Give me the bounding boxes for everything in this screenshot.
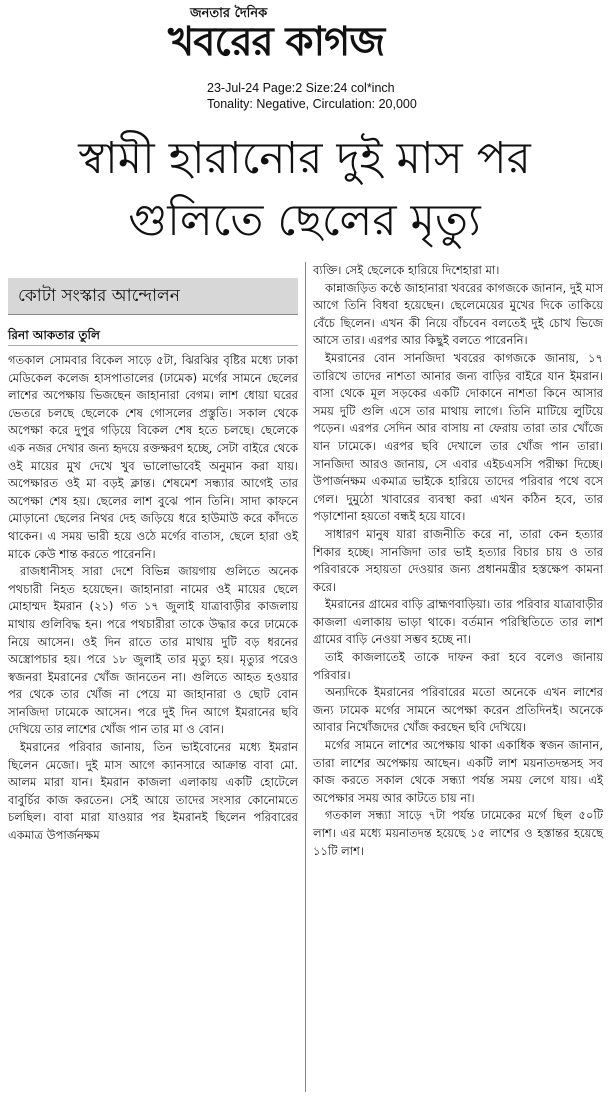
column-divider xyxy=(305,262,306,1092)
clip-meta-tonality: Tonality: Negative, Circulation: 20,000 xyxy=(207,97,417,111)
article-paragraph: ব্যক্তি। সেই ছেলেকে হারিয়ে দিশেহারা মা। xyxy=(313,263,500,277)
article-paragraph: রাজধানীসহ সারা দেশে বিভিন্ন জায়গায় গুলিতে অনেক পথচারী নিহত হয়েছেন। জাহানারা নামের ওই মায়ের ছেলে মোহাম্মদ ইমরান (২১) গত ১৭ জুলাই যাত্রাবাড়ীর কাজলায় মাথায় গুলিবিদ্ধ হন। পরে পথচারীরা তাকে উদ্ধার করে ঢামেকে নিয়ে আসেন। ওই দিন রাতে তার মাথায় দুটি বড় ধরনের অস্ত্রোপচার হয়। পরে ১৮ জুলাই তার মৃত্যু হয়। মৃত্যুর পরেও স্বজনরা ইমরানের খোঁজ জানতেন না। গুলিতে আহত হওয়ার পর থেকে তার খোঁজ না পেয়ে মা জাহানারা ও ছোট বোন সানজিদা ঢামেকে আসেন। পরে দুই দিন আগে ইমরানের ছবি দেখিয়ে তার লাশের খোঁজ পান তার মা ও বোন। xyxy=(8,564,298,737)
newspaper-logo: খবরের কাগজ xyxy=(168,19,385,65)
article-column-right xyxy=(313,262,603,860)
headline-line-1: স্বামী হারানোর দুই মাস পর xyxy=(78,133,531,184)
article-paragraph: মর্গের সামনে লাশের অপেক্ষায় থাকা একাধিক স্বজন জানান, তারা লাশের অপেক্ষায় আছেন। একটি লাশ ময়নাতদন্তসহ সব কাজ করতে সকাল থেকে সন্ধ্যা পর্যন্ত সময় লেগে যায়। এই অপেক্ষার সময় আর কাটতে চায় না। xyxy=(313,738,603,805)
clip-metadata xyxy=(207,80,417,112)
masthead-tagline: জনতার দৈনিক xyxy=(190,6,268,21)
article-paragraph: ইমরানের গ্রামের বাড়ি ব্রাহ্মণবাড়িয়া। তার পরিবার যাত্রাবাড়ীর কাজলা এলাকায় ভাড়া থাকে। বর্তমান পরিস্থিতিতে তার লাশ গ্রামের বাড়ি নেওয়া সম্ভব হচ্ছে না। xyxy=(313,597,603,647)
byline: রিনা আকতার তুলি xyxy=(8,325,298,346)
article-paragraph: সাধারণ মানুষ যারা রাজনীতি করে না, তারা কেন হত্যার শিকার হচ্ছে। সানজিদা তার ভাই হত্যার বিচার চায় ও তার পরিবারকে সহায়তা দেওয়ার জন্য প্রধানমন্ত্রীর হস্তক্ষেপ কামনা করে। xyxy=(313,526,603,594)
article-paragraph: গতকাল সন্ধ্যা সাড়ে ৭টা পর্যন্ত ঢামেকের মর্গে ছিল ৫০টি লাশ। এর মধ্যে ময়নাতদন্ত হয়েছে ১৫ লাশের ও হস্তান্তর হয়েছে ১১টি লাশ। xyxy=(313,808,603,858)
article-paragraph: গতকাল সোমবার বিকেল সাড়ে ৫টা, ঝিরঝির বৃষ্টির মধ্যে ঢাকা মেডিকেল কলেজ হাসপাতালের (ঢামেক) মর্গের সামনে ছেলের লাশের অপেক্ষায় ভিজছেন জাহানারা বেগম। লাশ ধোয়া ঘরের ভেতরে চলছে ছেলেকে শেষ গোসলের প্রস্তুতি। সকাল থেকে অপেক্ষা করে দুপুর গড়িয়ে বিকেল শেষ হতে চলছে। ছেলেকে এক নজর দেখার জন্য হৃদয়ে রক্তক্ষরণ হচ্ছে, সেটা বাইরে থেকে ওই মায়ের মুখ দেখে খুব ভালোভাবেই অনুমান করা যায়। অপেক্ষারত ওই মা বড়ই ক্লান্ত। শেষমেশ সন্ধ্যার আগেই তার অপেক্ষা শেষ হয়। ছেলের লাশ বুঝে পান তিনি। সাদা কাফনে মোড়ানো ছেলের নিথর দেহ জড়িয়ে ধরে হাউমাউ করে কাঁদতে থাকেন। এ সময় ভারী হয়ে ওঠে মর্গের বাতাস, ছেলে হারা ওই মাকে কেউ শান্ত করতে পারেননি। xyxy=(8,353,298,561)
headline xyxy=(0,128,609,252)
article-paragraph: কান্নাজড়িত কণ্ঠে জাহানারা খবরের কাগজকে জানান, দুই মাস আগে তিনি বিধবা হয়েছেন। ছেলেমেয়ের মুখের দিকে তাকিয়ে বেঁচে ছিলেন। এখন কী নিয়ে বাঁচবেন বলতেই দুই চোখ ভিজে আসে তার। এরপর আর কিছুই বলতে পারেননি। xyxy=(313,280,603,348)
headline-line-2: গুলিতে ছেলের মৃত্যু xyxy=(128,195,481,246)
kicker-label: কোটা সংস্কার আন্দোলন xyxy=(8,278,298,315)
article-paragraph: অন্যদিকে ইমরানের পরিবারের মতো অনেকে এখন লাশের জন্য ঢামেক মর্গের সামনে অপেক্ষা করেন প্রতিদিনই। অনেকে আবার নিখোঁজদের খোঁজ করছেন ছবি দেখিয়ে। xyxy=(313,685,603,735)
article-paragraph: ইমরানের বোন সানজিদা খবরের কাগজকে জানায়, ১৭ তারিখে তাদের নাশতা আনার জন্য বাড়ির বাইরে যান ইমরান। বাসা থেকে মূল সড়কের একটি দোকানে নাশতা কিনে আসার সময় দুটি গুলি এসে তার মাথায় লাগে। তিনি মাটিয়ে লুটিয়ে পড়েন। এরপর সেদিন আর বাসায় না ফেরায় তারা তার খোঁজে যান ঢামেকে। এরপর ছবি দেখালে তার খোঁজ পান তারা। সানজিদা আরও জানায়, সে এবার এইচএসসি পরীক্ষা দিচ্ছে। উপার্জনক্ষম একমাত্র ভাইকে হারিয়ে তাদের পরিবার পথে বসে গেল। দুমুঠো খাবারের ব্যবস্থা করা এখন কঠিন হবে, তার পড়াশোনা হয়তো বন্ধই হয়ে যাবে। xyxy=(313,350,603,524)
article-paragraph: তাই কাজলাতেই তাকে দাফন করা হবে বলেও জানায় পরিবার। xyxy=(313,650,603,682)
article-paragraph: ইমরানের পরিবার জানায়, তিন ভাইবোনের মধ্যে ইমরান ছিলেন মেজো। দুই মাস আগে ক্যানসারে আক্রান্ত বাবা মো. আলম মারা যান। ইমরান কাজলা এলাকায় একটি হোটেলে বাবুর্চির কাজ করতেন। সেই আয়ে তাদের সংসার কোনোমতে চলছিল। বাবা মারা যাওয়ার পর ইমরানই ছিলেন পরিবারের একমাত্র উপার্জনক্ষম xyxy=(8,740,298,843)
article-column-left xyxy=(8,278,298,845)
clip-meta-date-size: 23-Jul-24 Page:2 Size:24 col*inch xyxy=(207,81,395,95)
